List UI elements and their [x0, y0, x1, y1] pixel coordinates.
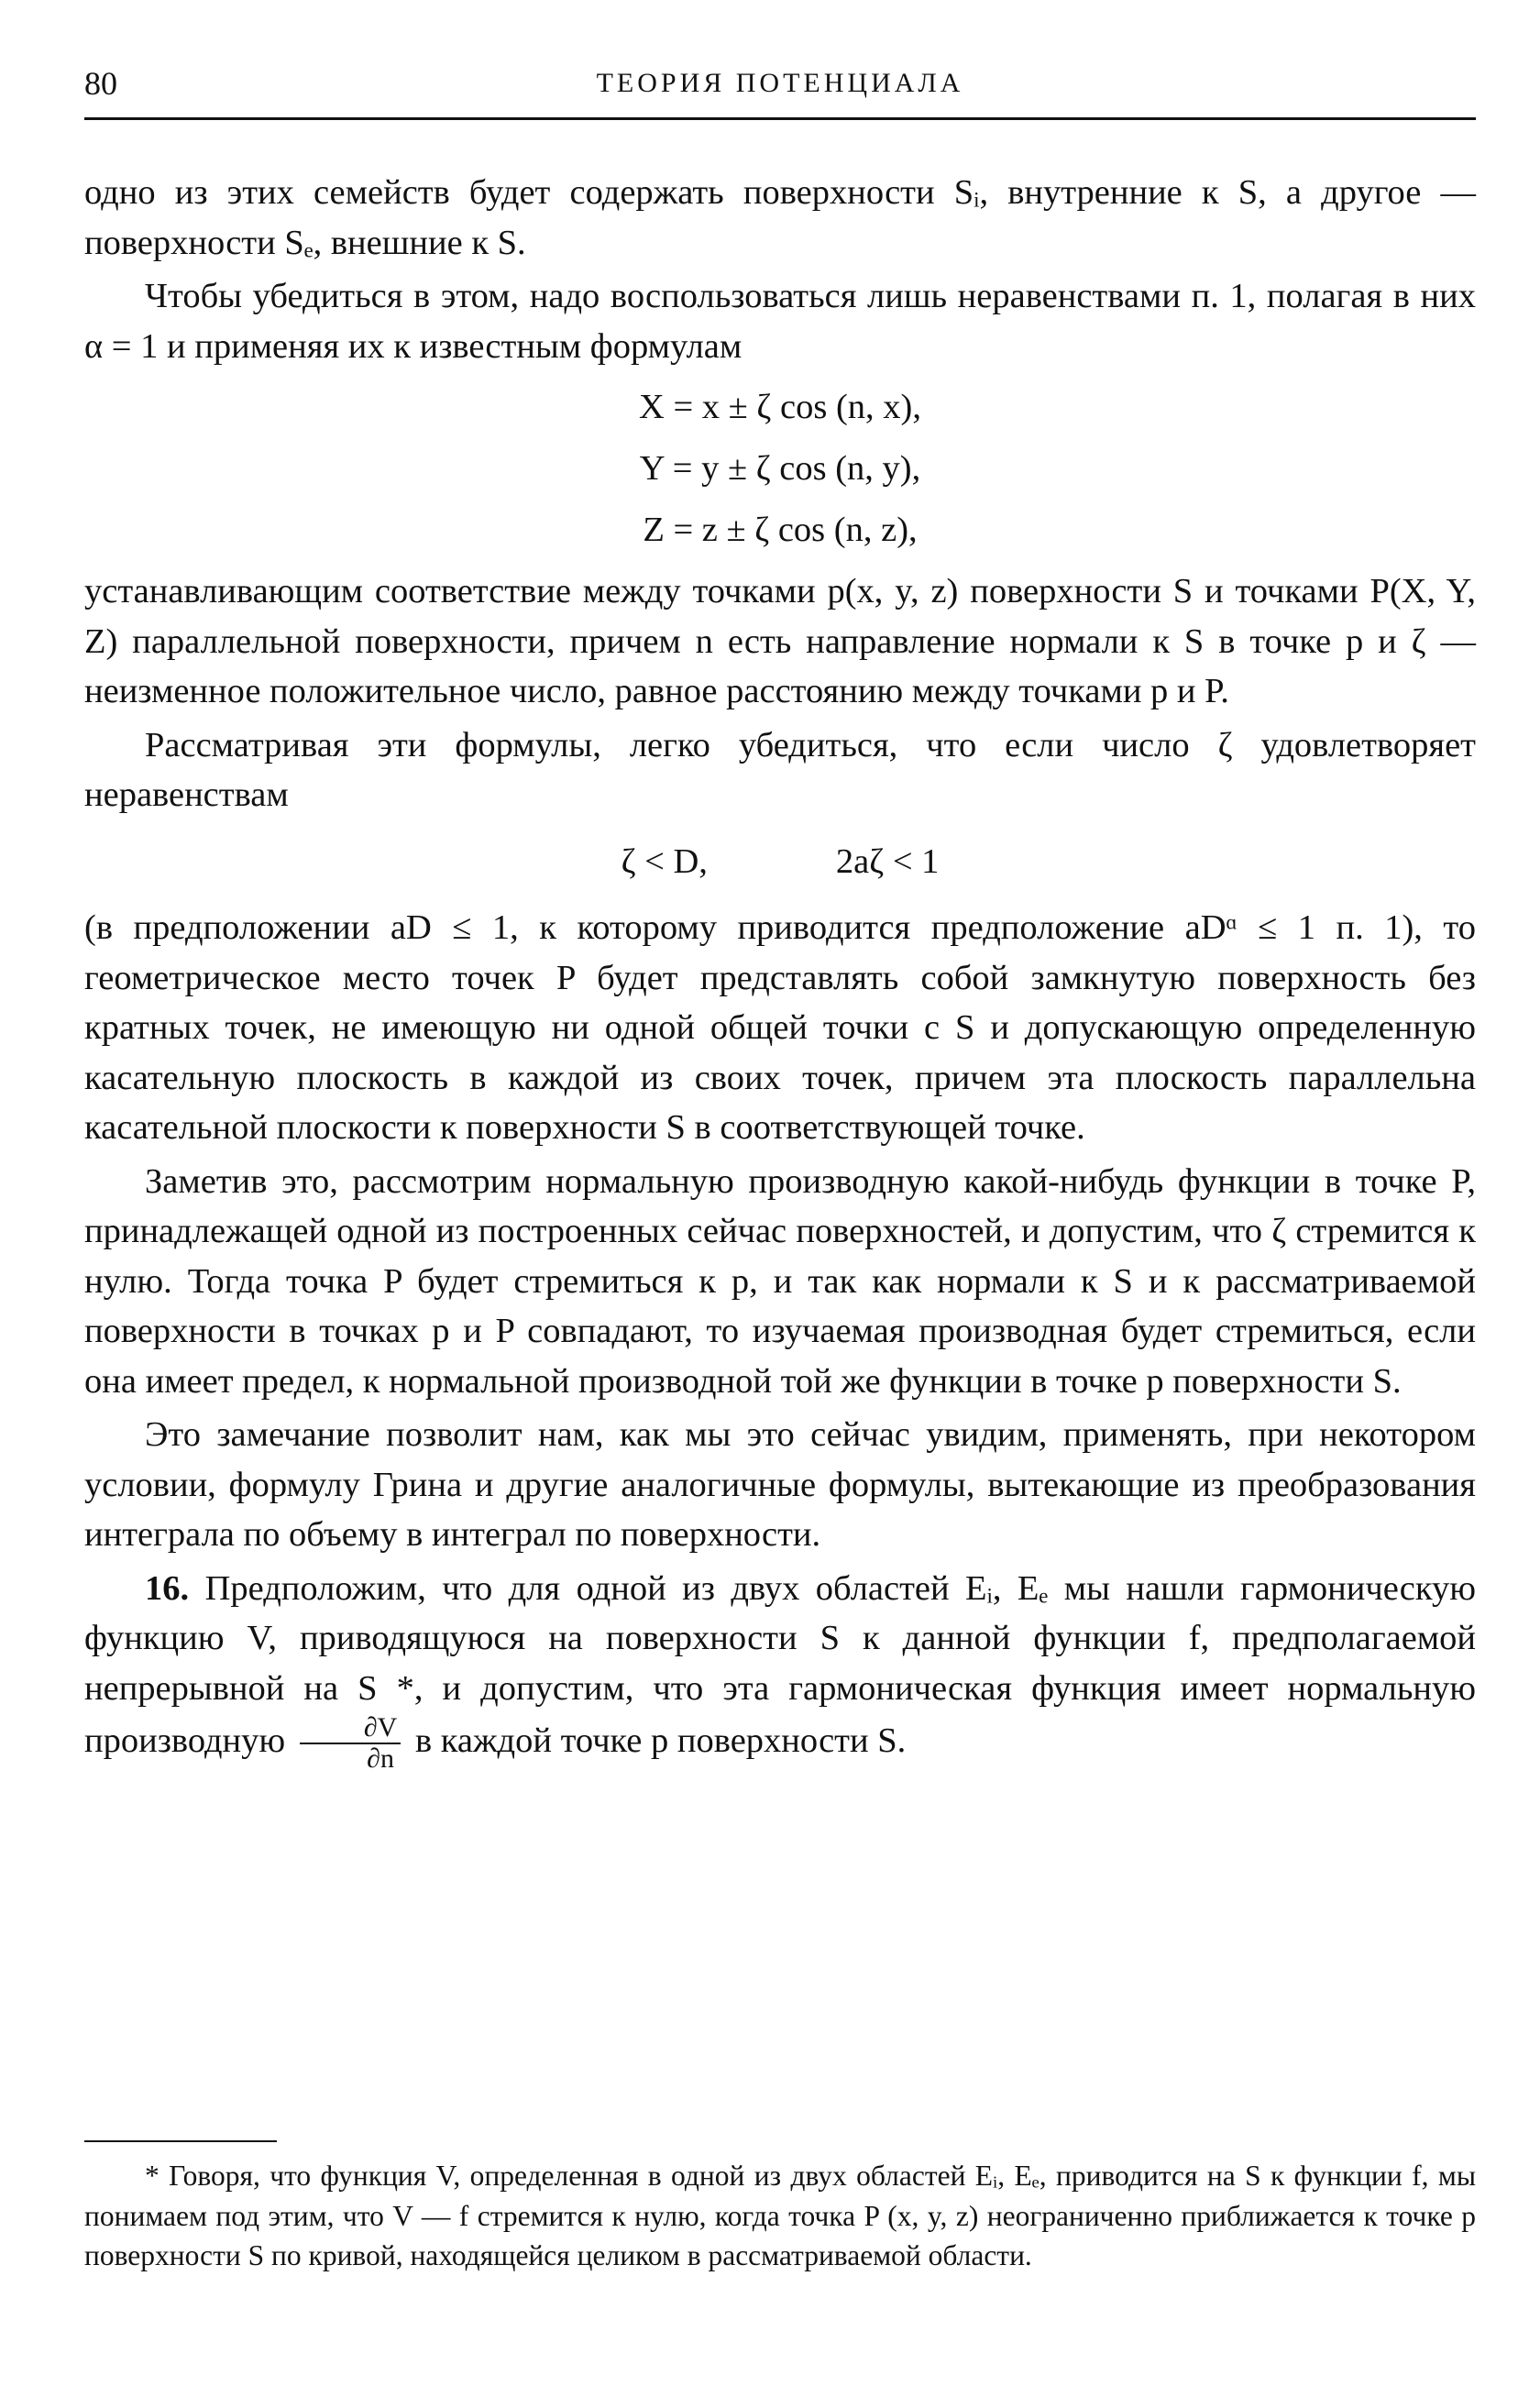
footnote: * Говоря, что функция V, определенная в одной из двух областей Eᵢ, Eₑ, приводится на S к функции f, мы понимаем под этим, что V — f стремится к нулю, когда точка P (x, y, z) неограниченно приближается к точке p поверхности S по кривой, находящейся целиком в рассматриваемой области.: [84, 2160, 1476, 2271]
inequality-zeta-d: ζ < D,: [621, 841, 708, 881]
normal-derivative-fraction: [300, 1713, 402, 1774]
fraction-numerator: ∂V: [300, 1713, 402, 1744]
main-text: [84, 168, 1476, 1774]
formula-x: X = x ± ζ cos (n, x),: [639, 388, 921, 426]
paragraph-verify: Чтобы убедиться в этом, надо воспользоваться лишь неравенствами п. 1, полагая в них α = 1 и применяя их к известным формулам: [84, 277, 1476, 366]
section-16-ending: в каждой точке p поверхности S.: [414, 1721, 907, 1760]
footnote-rule: [84, 2140, 277, 2142]
section-number: 16.: [145, 1568, 190, 1608]
formula-block: [84, 377, 1476, 561]
paragraph-assumption: (в предположении aD ≤ 1, к которому приводится предположение aDᵅ ≤ 1 п. 1), то геометрическое место точек P будет представлять собой замкнутую поверхность без кратных точек, не имеющую ни одной общей точки с S и допускающую определенную касательную плоскость в каждой из своих точек, причем эта плоскость параллельна касательной плоскости к поверхности S в соответствующей точке.: [84, 908, 1476, 1147]
running-title: ТЕОРИЯ ПОТЕНЦИАЛА: [596, 68, 964, 98]
inequalities: [84, 837, 1476, 887]
paragraph-green-formula: Это замечание позволит нам, как мы это сейчас увидим, применять, при некотором условии, формулу Грина и другие аналогичные формулы, вытекающие из преобразования интеграла по объему в интеграл по поверхности.: [84, 1415, 1476, 1554]
inequality-2a-zeta: 2aζ < 1: [835, 841, 940, 881]
fraction-denominator: ∂n: [367, 1743, 394, 1774]
formula-z: Z = z ± ζ cos (n, z),: [643, 511, 918, 549]
page-header: [84, 64, 1476, 110]
page-number: 80: [84, 65, 117, 102]
paragraph-normal-derivative: Заметив это, рассмотрим нормальную производную какой-нибудь функции в точке P, принадлежащей одной из построенных сейчас поверхностей, и допустим, что ζ стремится к нулю. Тогда точка P будет стремиться к p, и так как нормали к S и к рассматриваемой поверхности в точках p и P совпадают, то изучаемая производная будет стремиться, если она имеет предел, к нормальной производной той же функции в точке p поверхности S.: [84, 1161, 1476, 1401]
paragraph-correspondence: устанавливающим соответствие между точками p(x, y, z) поверхности S и точками P(X, Y, Z) параллельной поверхности, причем n есть направление нормали к S в точке p и ζ — неизменное положительное число, равное расстоянию между точками p и P.: [84, 572, 1476, 710]
section-16-text: Предположим, что для одной из двух областей Eᵢ, Eₑ мы нашли гармоническую функцию V, приводящуюся на поверхности S к данной функции f, предполагаемой непрерывной на S *, и допустим, что эта гармоническая функция имеет нормальную производную: [84, 1568, 1477, 1760]
paragraph-section-16: [84, 1564, 1476, 1775]
formula-y: Y = y ± ζ cos (n, y),: [639, 449, 921, 488]
header-rule: [84, 117, 1476, 120]
paragraph-continuation: одно из этих семейств будет содержать поверхности Sᵢ, внутренние к S, а другое — поверхности Sₑ, внешние к S.: [84, 173, 1476, 262]
paragraph-considering: Рассматривая эти формулы, легко убедиться, что если число ζ удовлетворяет неравенствам: [84, 725, 1476, 814]
